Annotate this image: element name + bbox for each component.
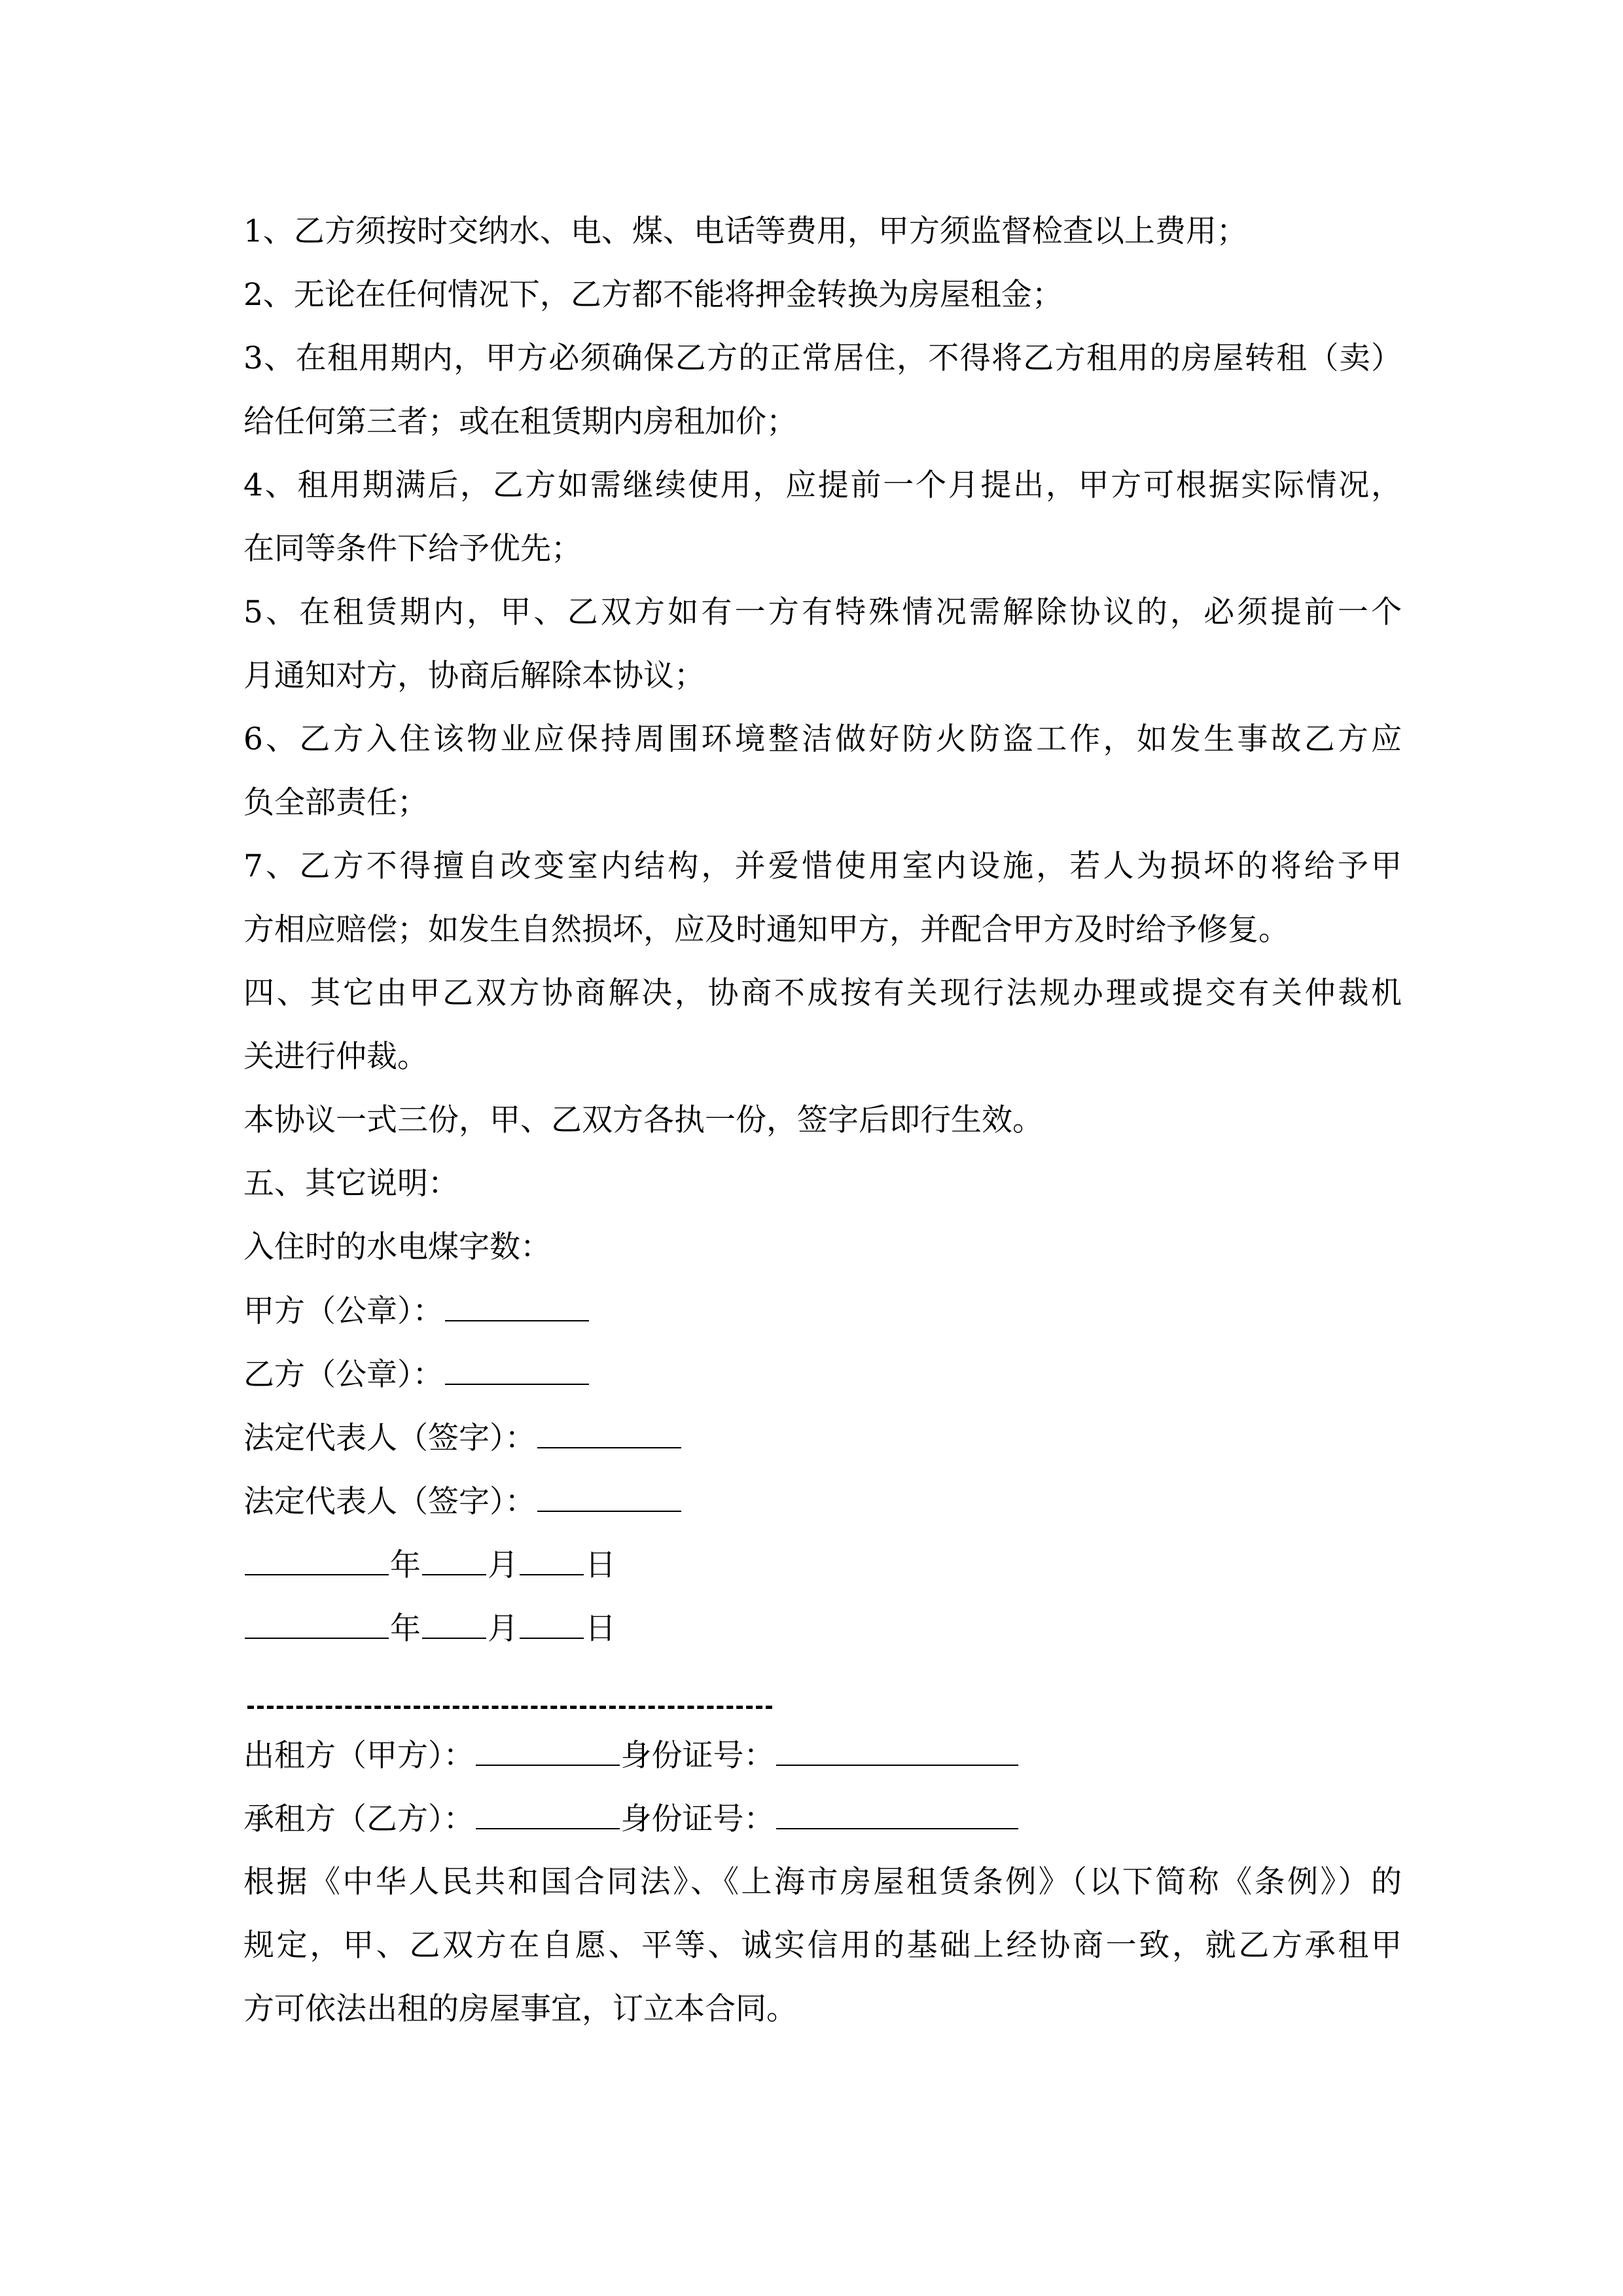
clause-3-line-2: 给任何第三者；或在租赁期内房租加价；	[243, 404, 797, 440]
section-divider	[247, 1706, 772, 1709]
date-row-2	[243, 1609, 616, 1649]
date-row-1	[243, 1545, 616, 1585]
clause-3-line-1: 3、在租用期内，甲方必须确保乙方的正常居住，不得将乙方租用的房屋转租（卖）	[243, 340, 1402, 376]
lessee-id-field[interactable]	[776, 1799, 1018, 1829]
month-field[interactable]	[422, 1545, 486, 1575]
legal-rep-1-field[interactable]	[537, 1418, 681, 1448]
lessor-row	[243, 1736, 1020, 1776]
lessee-id-label: 身份证号：	[620, 1801, 775, 1837]
preamble-line-1: 根据《中华人民共和国合同法》、《上海市房屋租赁条例》（以下简称《条例》）的	[243, 1864, 1402, 1900]
section-4-line-1: 四、其它由甲乙双方协商解决，协商不成按有关现行法规办理或提交有关仲裁机	[243, 975, 1402, 1011]
lessor-label: 出租方（甲方）：	[243, 1738, 474, 1774]
month-label: 月	[488, 1611, 518, 1647]
preamble-line-3: 方可依法出租的房屋事宜，订立本合同。	[243, 1991, 797, 2027]
clause-6-line-1: 6、乙方入住该物业应保持周围环境整洁做好防火防盗工作，如发生事故乙方应	[243, 721, 1402, 757]
effectiveness-statement: 本协议一式三份，甲、乙双方各执一份，签字后即行生效。	[243, 1102, 1043, 1138]
day-label: 日	[585, 1611, 616, 1647]
party-a-seal-label: 甲方（公章）：	[243, 1293, 444, 1329]
lessee-row	[243, 1799, 1020, 1839]
year-field[interactable]	[245, 1609, 389, 1639]
clause-4-line-2: 在同等条件下给予优先；	[243, 531, 582, 567]
preamble-line-2: 规定，甲、乙双方在自愿、平等、诚实信用的基础上经协商一致，就乙方承租甲	[243, 1928, 1402, 1964]
party-b-seal-field[interactable]	[445, 1355, 589, 1385]
party-b-seal-label: 乙方（公章）：	[243, 1357, 444, 1393]
legal-rep-2-row	[243, 1482, 683, 1522]
legal-rep-1-label: 法定代表人（签字）：	[243, 1420, 536, 1456]
clause-5-line-2: 月通知对方，协商后解除本协议；	[243, 658, 705, 694]
legal-rep-1-row	[243, 1418, 683, 1458]
party-a-seal-row	[243, 1291, 590, 1331]
lessee-name-field[interactable]	[476, 1799, 620, 1829]
day-field[interactable]	[520, 1545, 584, 1575]
month-label: 月	[488, 1547, 518, 1583]
party-a-seal-field[interactable]	[445, 1291, 589, 1321]
clause-5-line-1: 5、在租赁期内，甲、乙双方如有一方有特殊情况需解除协议的，必须提前一个	[243, 594, 1402, 630]
clause-4-line-1: 4、租用期满后，乙方如需继续使用，应提前一个月提出，甲方可根据实际情况，	[243, 467, 1402, 503]
party-b-seal-row	[243, 1355, 590, 1395]
legal-rep-2-field[interactable]	[537, 1482, 681, 1512]
section-4-line-2: 关进行仲裁。	[243, 1039, 428, 1075]
clause-1: 1、乙方须按时交纳水、电、煤、电话等费用，甲方须监督检查以上费用；	[243, 213, 1247, 249]
year-label: 年	[390, 1547, 421, 1583]
clause-7-line-1: 7、乙方不得擅自改变室内结构，并爱惜使用室内设施，若人为损坏的将给予甲	[243, 848, 1402, 884]
section-5-heading: 五、其它说明：	[243, 1166, 459, 1202]
utility-readings-label: 入住时的水电煤字数：	[243, 1229, 551, 1265]
day-field[interactable]	[520, 1609, 584, 1639]
year-label: 年	[390, 1611, 421, 1647]
lessee-label: 承租方（乙方）：	[243, 1801, 474, 1837]
day-label: 日	[585, 1547, 616, 1583]
clause-2: 2、无论在任何情况下，乙方都不能将押金转换为房屋租金；	[243, 277, 1063, 313]
clause-7-line-2: 方相应赔偿；如发生自然损坏，应及时通知甲方，并配合甲方及时给予修复。	[243, 912, 1289, 948]
lessor-id-label: 身份证号：	[620, 1738, 775, 1774]
month-field[interactable]	[422, 1609, 486, 1639]
lessor-id-field[interactable]	[776, 1736, 1018, 1766]
legal-rep-2-label: 法定代表人（签字）：	[243, 1484, 536, 1520]
clause-6-line-2: 负全部责任；	[243, 785, 428, 821]
year-field[interactable]	[245, 1545, 389, 1575]
lessor-name-field[interactable]	[476, 1736, 620, 1766]
